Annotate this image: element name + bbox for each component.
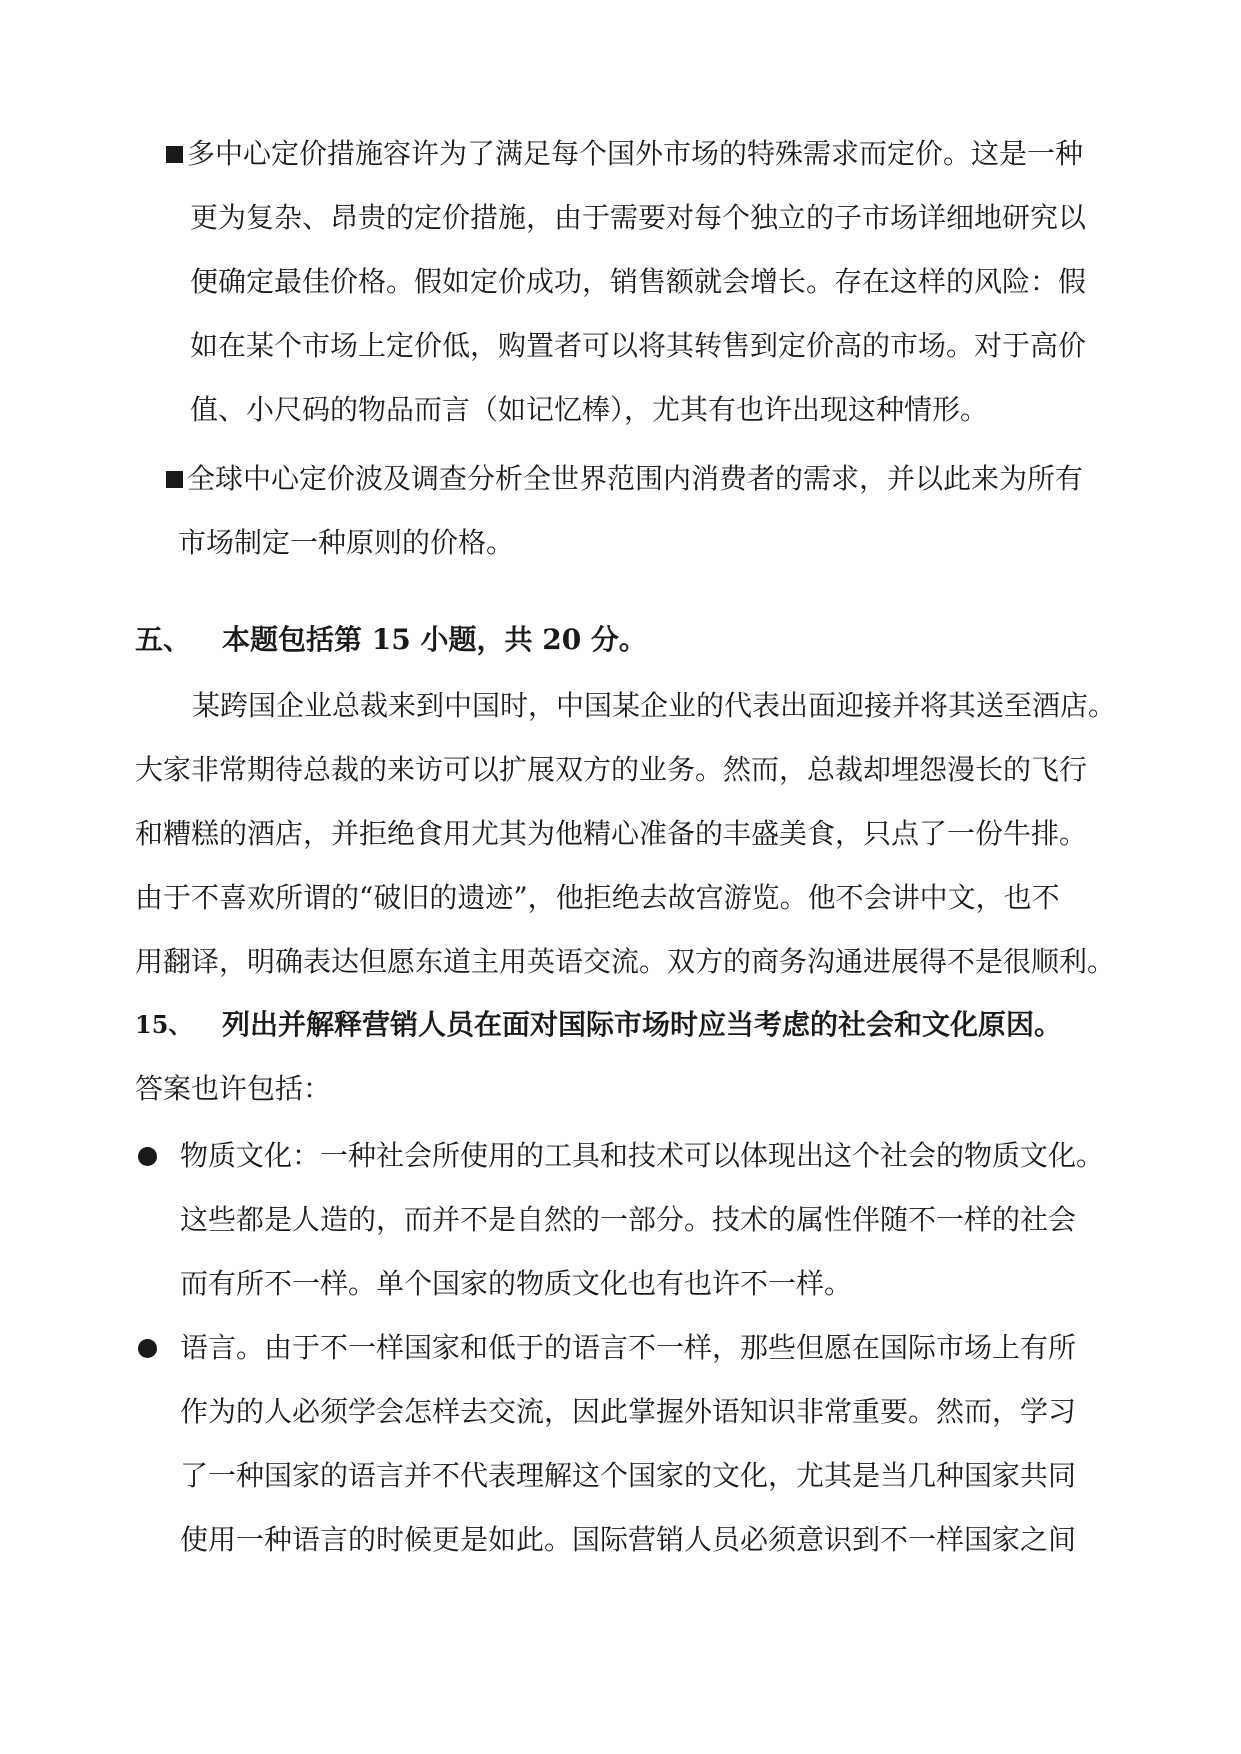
answer-text-line: 使用一种语言的时候更是如此。国际营销人员必须意识到不一样国家之间 (180, 1523, 1077, 1556)
question-text: 列出并解释营销人员在面对国际市场时应当考虑的社会和文化原因。 (222, 1008, 1063, 1041)
answer-text-line: 这些都是人造的，而并不是自然的一部分。技术的属性伴随不一样的社会 (180, 1203, 1077, 1236)
body-text-line: 便确定最佳价格。假如定价成功，销售额就会增长。存在这样的风险：假 (190, 265, 1087, 298)
round-bullet-icon (138, 1339, 157, 1358)
body-text-line: 全球中心定价波及调查分析全世界范围内消费者的需求，并以此来为所有 (187, 462, 1084, 495)
question-number: 15、 (135, 1010, 193, 1039)
answer-text-line: 了一种国家的语言并不代表理解这个国家的文化，尤其是当几种国家共同 (180, 1459, 1077, 1492)
round-bullet-icon (138, 1147, 157, 1166)
case-text-line: 用翻译，明确表达但愿东道主用英语交流。双方的商务沟通进展得不是很顺利。 (135, 945, 1116, 978)
case-text-line: 和糟糕的酒店，并拒绝食用尤其为他精心准备的丰盛美食，只点了一份牛排。 (135, 817, 1088, 850)
body-text-line: 更为复杂、昂贵的定价措施，由于需要对每个独立的子市场详细地研究以 (190, 201, 1087, 234)
body-text-line: 值、小尺码的物品而言（如记忆棒），尤其有也许出现这种情形。 (190, 393, 989, 426)
case-text-line: 由于不喜欢所谓的“破旧的遗迹”，他拒绝去故宫游览。他不会讲中文，也不 (135, 881, 1060, 914)
body-text-line: 多中心定价措施容许为了满足每个国外市场的特殊需求而定价。这是一种 (187, 137, 1084, 170)
answer-text-line: 语言。由于不一样国家和低于的语言不一样，那些但愿在国际市场上有所 (180, 1331, 1077, 1364)
section-number: 五、 (135, 623, 192, 656)
square-bullet-icon (166, 146, 183, 163)
answer-text-line: 作为的人必须学会怎样去交流，因此掌握外语知识非常重要。然而，学习 (180, 1395, 1077, 1428)
case-text-line: 大家非常期待总裁的来访可以扩展双方的业务。然而，总裁却埋怨漫长的飞行 (135, 753, 1088, 786)
case-text-line: 某跨国企业总裁来到中国时，中国某企业的代表出面迎接并将其送至酒店。 (192, 689, 1117, 722)
body-text-line: 如在某个市场上定价低，购置者可以将其转售到定价高的市场。对于高价 (190, 329, 1087, 362)
answer-text-line: 物质文化：一种社会所使用的工具和技术可以体现出这个社会的物质文化。 (180, 1139, 1105, 1172)
answer-text-line: 而有所不一样。单个国家的物质文化也有也许不一样。 (180, 1267, 853, 1300)
body-text-line: 市场制定一种原则的价格。 (178, 526, 515, 559)
square-bullet-icon (166, 471, 183, 488)
answer-intro: 答案也许包括： (135, 1072, 332, 1105)
section-title: 本题包括第 15 小题，共 20 分。 (222, 623, 647, 656)
